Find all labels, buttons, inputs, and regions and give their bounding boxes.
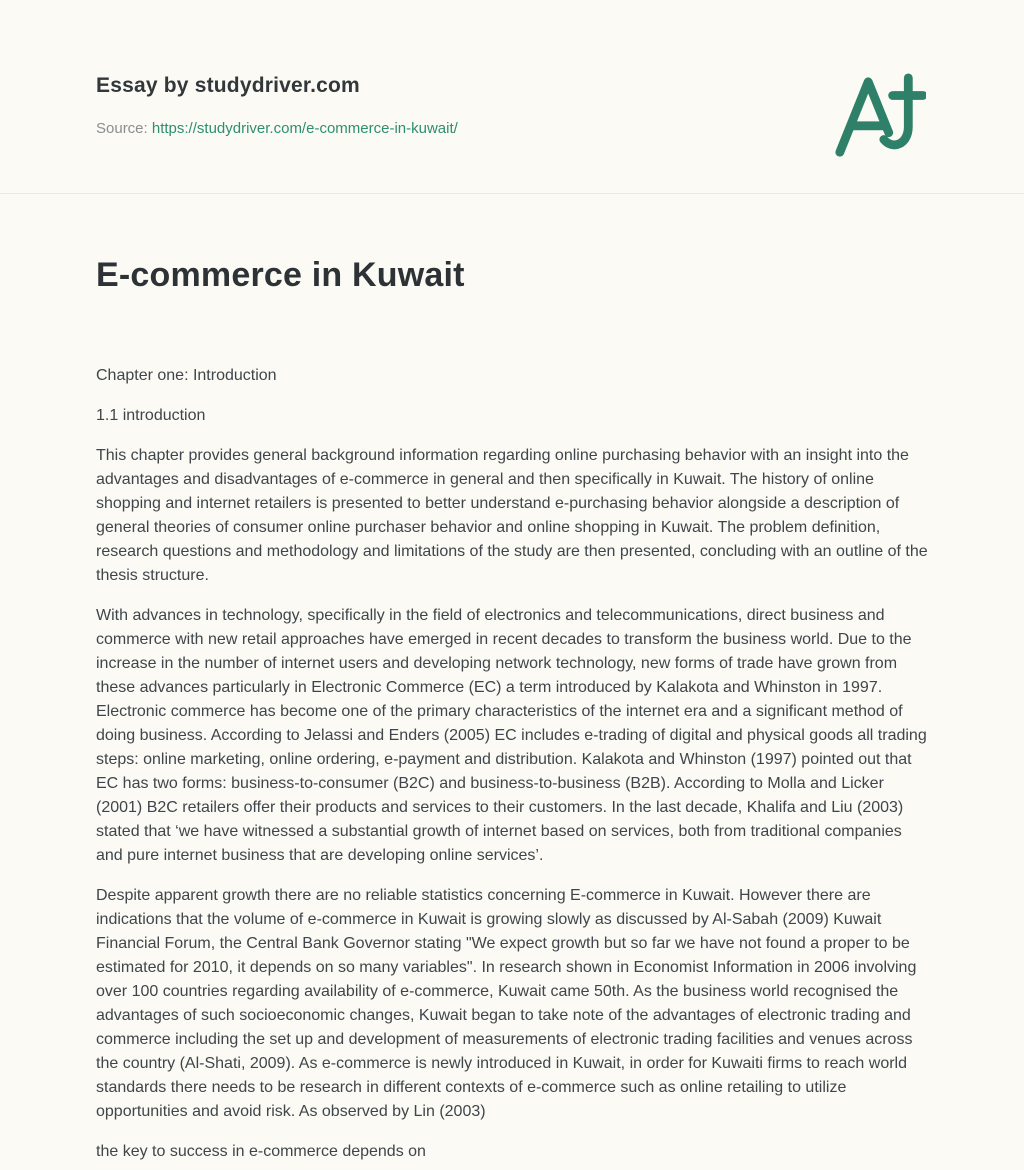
paragraph: the key to success in e-commerce depends on [96, 1143, 426, 1160]
header-divider [0, 193, 1024, 194]
paragraph: Despite apparent growth there are no reliable statistics concerning E-commerce in Kuwait. However there are indications that the volume of e-commerce in Kuwait is growing slowly as discussed by Al-Sabah (2009) Kuwait Financial Forum, the Central Bank Governor stating "We expect growth but so far we have not found a proper to be estimated for 2010, it depends on so many variables". In research shown in Economist Information in 2006 involving over 100 countries regarding availability of e-commerce, Kuwait came 50th. As the business world recognised the advantages of such socioeconomic changes, Kuwait began to take note of the advantages of electronic trading and commerce including the set up and development of measurements of electronic trading facilities and venues across the country (Al-Shati, 2009). As e-commerce is newly introduced in Kuwait, in order for Kuwaiti firms to reach world standards there needs to be research in different contexts of e-commerce such as online retailing to utilize opportunities and avoid risk. As observed by Lin (2003) [96, 887, 917, 1120]
studydriver-logo-icon [828, 72, 926, 162]
source-label: Source: [96, 120, 148, 137]
paragraph-chapter-heading: Chapter one: Introduction [96, 367, 277, 384]
page-header [0, 0, 1024, 137]
essay-content [96, 364, 928, 1164]
paragraph: With advances in technology, specifically in the field of electronics and telecommunications, direct business and commerce with new retail approaches have emerged in recent decades to transform the business world. Due to the increase in the number of internet users and developing network technology, new forms of trade have grown from these advances particularly in Electronic Commerce (EC) a term introduced by Kalakota and Whinston in 1997. Electronic commerce has become one of the primary characteristics of the internet era and a significant method of doing business. According to Jelassi and Enders (2005) EC includes e-trading of digital and physical goods all trading steps: online marketing, online ordering, e-payment and distribution. Kalakota and Whinston (1997) pointed out that EC has two forms: business-to-consumer (B2C) and business-to-business (B2B). According to Molla and Licker (2001) B2C retailers offer their products and services to their customers. In the last decade, Khalifa and Liu (2003) stated that ‘we have witnessed a substantial growth of internet based on services, both from traditional companies and pure internet business that are developing online services’. [96, 607, 927, 864]
source-line [96, 120, 928, 137]
paragraph-section-heading: 1.1 introduction [96, 407, 206, 424]
paragraph: This chapter provides general background information regarding online purchasing behavior with an insight into the advantages and disadvantages of e-commerce in general and then specifically in Kuwait. The history of online shopping and internet retailers is presented to better understand e-purchasing behavior alongside a description of general theories of consumer online purchaser behavior and online shopping in Kuwait. The problem definition, research questions and methodology and limitations of the study are then presented, concluding with an outline of the thesis structure. [96, 447, 928, 584]
essay-title: E-commerce in Kuwait [96, 256, 465, 294]
source-link[interactable]: https://studydriver.com/e-commerce-in-kuwait/ [151, 120, 458, 137]
essay-byline: Essay by studydriver.com [96, 74, 360, 97]
studydriver-logo[interactable] [828, 72, 926, 162]
